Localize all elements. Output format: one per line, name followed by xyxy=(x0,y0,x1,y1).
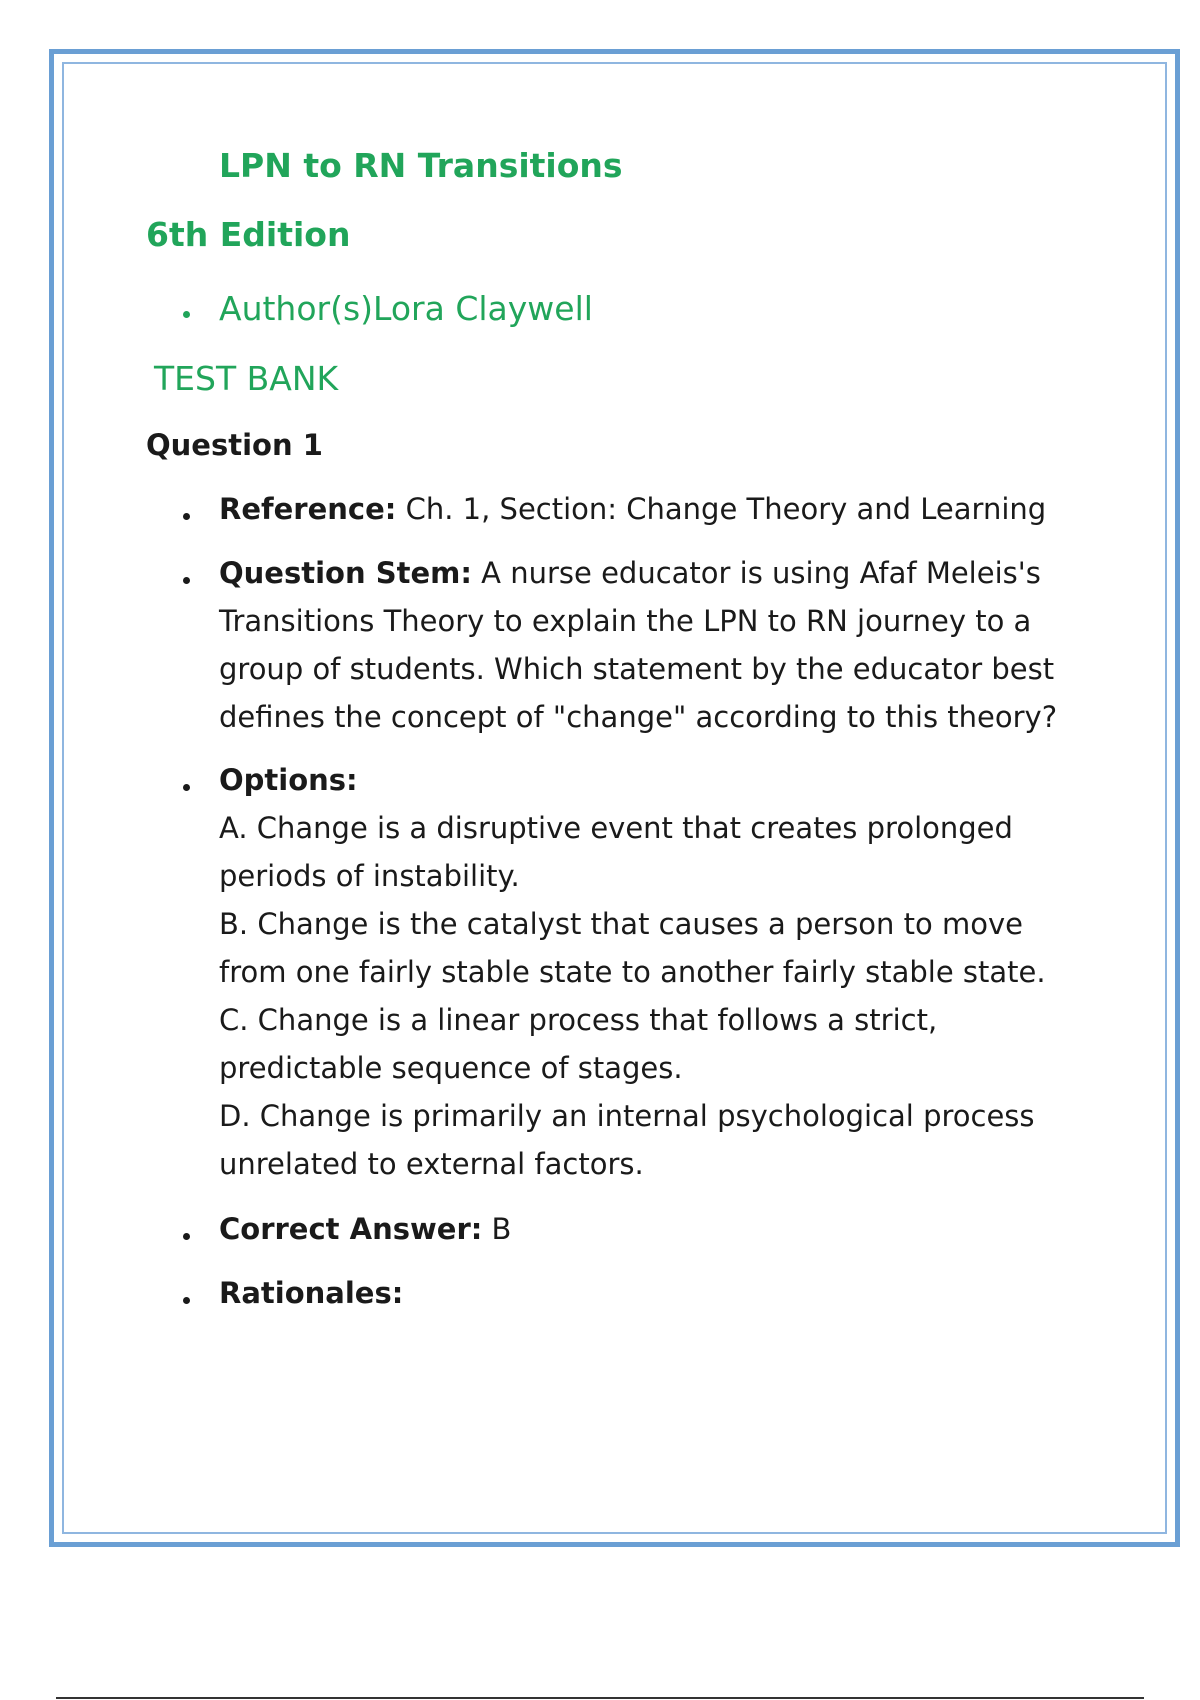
options-label: Options: xyxy=(219,763,358,797)
option-c: C. Change is a linear process that follows a strict, predictable sequence of stages. xyxy=(219,1003,938,1085)
option-b: B. Change is the catalyst that causes a person to move from one fairly stable state to another fairly stable state. xyxy=(219,907,1046,989)
correct-answer xyxy=(219,1205,1099,1253)
bullet-icon xyxy=(183,784,190,791)
answer-label: Correct Answer: xyxy=(219,1212,483,1246)
footer-divider xyxy=(56,1697,1144,1699)
bullet-icon xyxy=(183,577,190,584)
reference-label: Reference: xyxy=(219,492,397,526)
option-a: A. Change is a disruptive event that creates prolonged periods of instability. xyxy=(219,811,1013,893)
reference-value: Ch. 1, Section: Change Theory and Learning xyxy=(396,492,1047,526)
question-options xyxy=(219,756,1099,1188)
stem-label: Question Stem: xyxy=(219,556,472,590)
book-edition: 6th Edition xyxy=(146,215,351,254)
book-title: LPN to RN Transitions xyxy=(219,146,623,185)
bullet-icon xyxy=(183,311,190,318)
question-heading: Question 1 xyxy=(146,428,323,462)
answer-value: B xyxy=(482,1212,512,1246)
question-stem xyxy=(219,549,1099,741)
bullet-icon xyxy=(183,1297,190,1304)
option-d: D. Change is primarily an internal psychological process unrelated to external factors. xyxy=(219,1099,1035,1181)
book-authors: Author(s)Lora Claywell xyxy=(219,289,593,328)
question-reference xyxy=(219,485,1099,533)
rationales-label: Rationales: xyxy=(219,1276,404,1310)
bullet-icon xyxy=(183,513,190,520)
bullet-icon xyxy=(183,1233,190,1240)
stem-value: A nurse educator is using Afaf Meleis's Transitions Theory to explain the LPN to RN journey to a group of students. Which statement by the educator best defines the concept of "change" according to this theory? xyxy=(219,556,1058,734)
rationales xyxy=(219,1269,1099,1317)
test-bank-label: TEST BANK xyxy=(154,359,339,398)
